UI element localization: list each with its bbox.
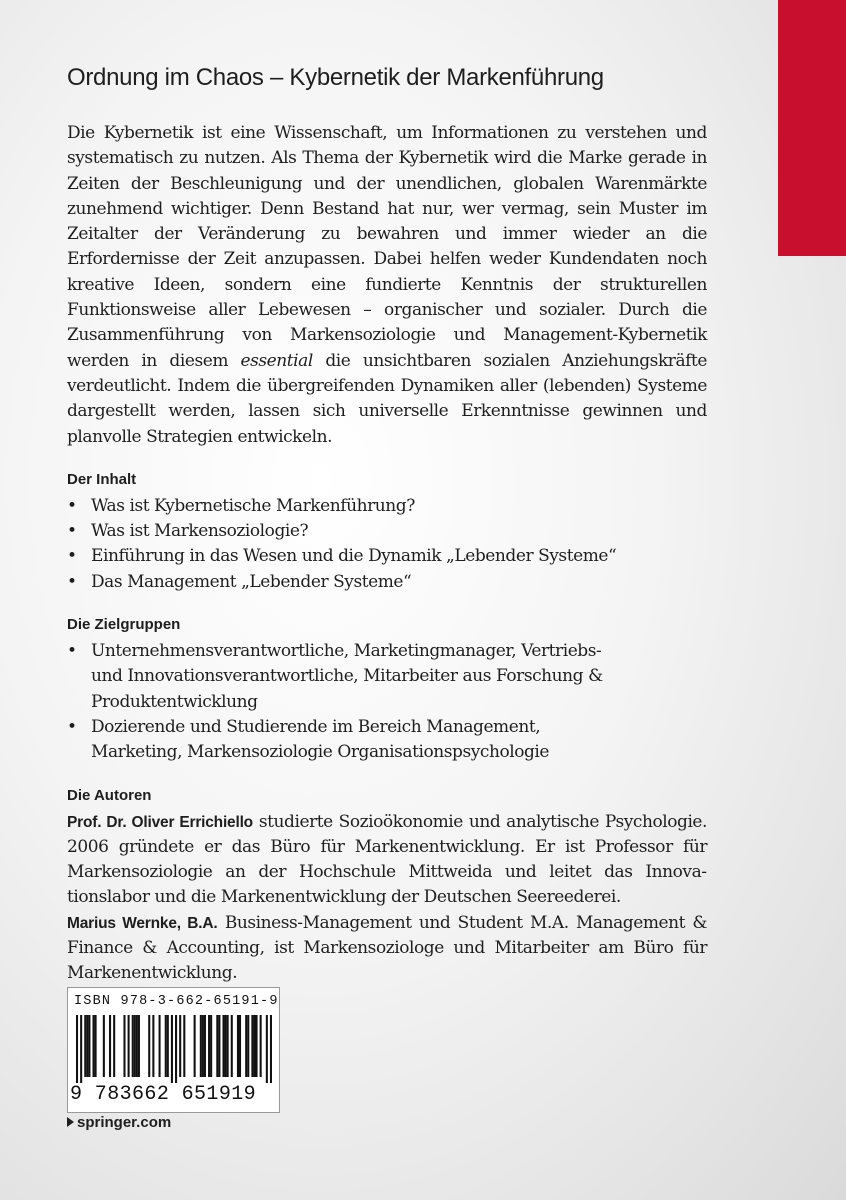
intro-text-part2: die unsichtbaren sozialen Anziehungskräfte verdeutlicht. Indem die übergreifenden Dynamiken aller (lebenden) Systeme dargestellt werden, lassen sich universelle Erkenntnisse gewinnen und planvolle Strategien entwickeln.	[67, 350, 707, 447]
barcode-bar	[255, 1015, 257, 1077]
barcode-bar	[251, 1015, 253, 1077]
barcode-bar	[132, 1015, 134, 1077]
barcode-bar	[253, 1015, 255, 1077]
barcode-bar	[123, 1015, 125, 1077]
barcode-bar	[216, 1015, 218, 1077]
barcode-bar	[80, 1015, 82, 1083]
list-item: • Unternehmensverantwortliche, Marketingmanager, Vertriebs- und Innovationsverantwortliche, Mitarbeiter aus Forschung & Produktentwicklung	[67, 641, 603, 712]
barcode-bar	[93, 1015, 95, 1077]
barcode-bar	[227, 1015, 229, 1077]
springer-link[interactable]	[67, 1114, 171, 1131]
barcode-bar	[202, 1015, 204, 1077]
barcode-bars	[76, 1015, 272, 1083]
barcode-bar	[231, 1015, 233, 1077]
list-item: • Was ist Markensoziologie?	[67, 519, 707, 544]
bullet-icon: •	[67, 641, 77, 662]
list-item: • Was ist Kybernetische Markenführung?	[67, 494, 707, 519]
inhalt-list	[67, 494, 707, 595]
barcode-bar	[152, 1015, 154, 1077]
barcode-bar	[179, 1015, 181, 1077]
barcode-bar	[247, 1015, 249, 1077]
barcode-bar	[165, 1015, 167, 1077]
barcode-bar	[103, 1015, 105, 1077]
barcode-bar	[148, 1015, 150, 1077]
barcode-bar	[136, 1015, 138, 1077]
barcode-bar	[76, 1015, 78, 1083]
bullet-icon: •	[67, 521, 77, 542]
intro-paragraph	[67, 121, 707, 450]
page-title: Ordnung im Chaos – Kybernetik der Markenführung	[67, 64, 604, 91]
barcode-bar	[134, 1015, 136, 1077]
barcode-bar	[171, 1015, 173, 1083]
barcode-bar	[210, 1015, 212, 1077]
back-cover-text	[67, 121, 707, 987]
barcode-bar	[183, 1015, 185, 1077]
barcode-bar	[218, 1015, 220, 1077]
isbn-barcode	[67, 987, 280, 1113]
barcode-bar	[88, 1015, 90, 1077]
bullet-icon: •	[67, 495, 77, 516]
barcode-bar	[260, 1015, 262, 1077]
barcode-bar	[84, 1015, 86, 1077]
barcode-bar	[200, 1015, 202, 1077]
ean-digits: 9 783662 651919	[70, 1083, 257, 1106]
bullet-icon: •	[67, 716, 77, 737]
list-item: • Einführung in das Wesen und die Dynamik „Lebender Systeme“	[67, 544, 707, 569]
zielgruppen-list	[67, 639, 707, 765]
section-heading-inhalt: Der Inhalt	[67, 470, 137, 488]
barcode-bar	[225, 1015, 227, 1077]
barcode-bar	[245, 1015, 247, 1077]
barcode-bar	[109, 1015, 111, 1077]
barcode-bar	[239, 1015, 241, 1077]
springer-link-label: springer.com	[77, 1114, 172, 1131]
barcode-bar	[138, 1015, 140, 1077]
barcode-bar	[86, 1015, 88, 1077]
barcode-bar	[159, 1015, 161, 1077]
barcode-bar	[128, 1015, 130, 1077]
bullet-icon: •	[67, 546, 77, 567]
section-heading-autoren: Die Autoren	[67, 786, 152, 804]
intro-text-part1: Die Kybernetik ist eine Wissenschaft, um Informationen zu verstehen und systematisch zu nutzen. Als Thema der Kybernetik wird die Marke gerade in Zeiten der Beschleunigung und der unendlichen, globalen Warenmärkte zunehmend wichtiger. Denn Bestand hat nur, wer vermag, sein Muster im Zeitalter der Veränderung zu bewahren und immer wieder an die Erfordernisse der Zeit anzupassen. Dabei helfen weder Kundendaten noch kreative Ideen, sondern eine fundierte Kenntnis der strukturellen Funktionsweise aller Lebewesen – organischer und sozialer. Durch die Zusammenführung von Markensoziologie und Management-Kybernetik werden in diesem	[67, 123, 707, 371]
bullet-icon: •	[67, 571, 77, 592]
author-name: Marius Wernke, B.A.	[67, 914, 218, 932]
barcode-bar	[113, 1015, 115, 1077]
barcode-bar	[222, 1015, 224, 1077]
barcode-bar	[266, 1015, 268, 1083]
author-bio-2: Marius Wernke, B.A. Business-Management und Student M.A. Management & Finance & Accounting, ist Markensoziologe und Mitarbeiter am Büro für Markenentwicklung.	[67, 912, 707, 984]
arrow-right-icon	[67, 1117, 74, 1127]
red-accent-tab	[778, 0, 846, 256]
list-item: • Das Management „Lebender Systeme“	[67, 570, 707, 595]
barcode-bar	[95, 1015, 97, 1077]
barcode-bar	[175, 1015, 177, 1083]
author-name: Prof. Dr. Oliver Errichiello	[67, 813, 253, 831]
barcode-bar	[270, 1015, 272, 1083]
list-item: • Dozierende und Studierende im Bereich Management, Marketing, Markensoziologie Organisationspsychologie	[67, 716, 550, 763]
barcode-bar	[208, 1015, 210, 1077]
barcode-bar	[167, 1015, 169, 1077]
barcode-bar	[204, 1015, 206, 1077]
section-heading-zielgruppen: Die Zielgruppen	[67, 616, 181, 634]
barcode-bar	[237, 1015, 239, 1077]
barcode-bar	[194, 1015, 196, 1077]
isbn-number: ISBN 978-3-662-65191-9	[74, 994, 279, 1009]
author-bio-1: Prof. Dr. Oliver Errichiello studierte Sozioökonomie und analytische Psychologie. 2006 gründete er das Büro für Markenentwicklung. Er ist Professor für Markensoziologie an der Hochschule Mittweida und leitet das Innovationslabor und die Markenentwicklung der Deutschen Seereederei.	[67, 811, 707, 908]
intro-emphasis: essential	[240, 350, 313, 371]
